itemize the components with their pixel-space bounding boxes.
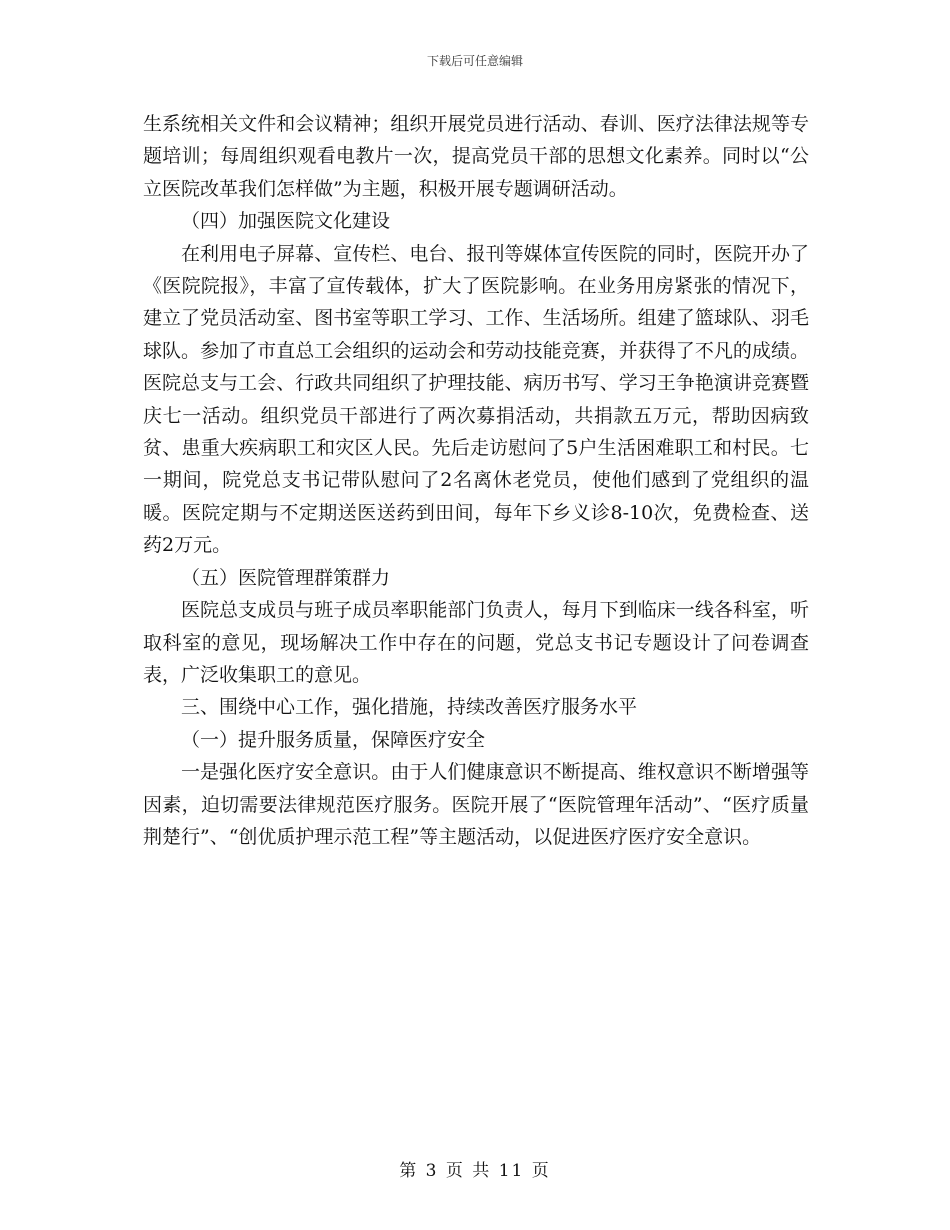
section-heading-1: （一）提升服务质量，保障医疗安全 <box>181 728 486 751</box>
section-heading-4: （四）加强医院文化建设 <box>181 210 391 233</box>
page-number: 第 3 页 共 11 页 <box>399 1161 551 1181</box>
paragraph-culture: 在利用电子屏幕、宣传栏、电台、报刊等媒体宣传医院的同时，医院开办了《医院院报》，丰富了宣传载体，扩大了医院影响。在业务用房紧张的情况下，建立了党员活动室、图书室等职工学习、工作、生活场所。组建了篮球队、羽毛球队。参加了市直总工会组织的运动会和劳动技能竞赛，并获得了不凡的成绩。医院总支与工会、行政共同组织了护理技能、病历书写、学习王争艳演讲竞赛暨庆七一活动。组织党员干部进行了两次募捐活动，共捐款五万元，帮助因病致贫、患重大疾病职工和灾区人民。先后走访慰问了5户生活困难职工和村民。七一期间，院党总支书记带队慰问了2名离休老党员，使他们感到了党组织的温暖。医院定期与不定期送医送药到田间，每年下乡义诊8-10次，免费检查、送药2万元。 <box>143 242 809 557</box>
document-body <box>143 108 809 853</box>
paragraph-continuation: 生系统相关文件和会议精神；组织开展党员进行活动、春训、医疗法律法规等专题培训；每周组织观看电教片一次，提高党员干部的思想文化素养。同时以“公立医院改革我们怎样做”为主题，积极开展专题调研活动。 <box>143 113 809 200</box>
chapter-heading-3: 三、围绕中心工作，强化措施，持续改善医疗服务水平 <box>181 696 638 719</box>
paragraph-safety: 一是强化医疗安全意识。由于人们健康意识不断提高、维权意识不断增强等因素，迫切需要法律规范医疗服务。医院开展了“医院管理年活动”、“医疗质量荆楚行”、“创优质护理示范工程”等主题活动，以促进医疗医疗安全意识。 <box>143 761 809 848</box>
page-header: 下载后可任意编辑 <box>426 54 523 68</box>
paragraph-management: 医院总支成员与班子成员率职能部门负责人，每月下到临床一线各科室，听取科室的意见，现场解决工作中存在的问题，党总支书记专题设计了问卷调查表，广泛收集职工的意见。 <box>143 599 809 686</box>
section-heading-5: （五）医院管理群策群力 <box>181 566 391 589</box>
